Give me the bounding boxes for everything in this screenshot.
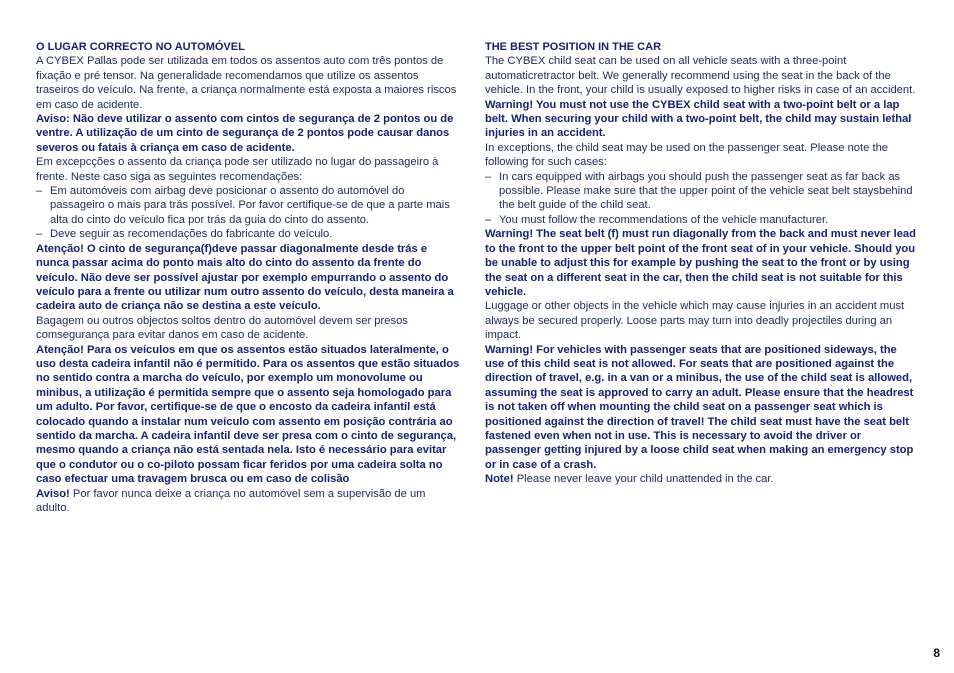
section-heading: THE BEST POSITION IN THE CAR — [485, 41, 662, 53]
list-item — [485, 170, 919, 213]
section-heading: O LUGAR CORRECTO NO AUTOMÓVEL — [36, 41, 245, 53]
intro-paragraph: A CYBEX Pallas pode ser utilizada em todos os assentos auto com três pontos de fixação e pré tensor. Na generalidade recomendamos que utilize os assentos traseiros do veículo. Na frente, a criança normalmente está exposta a maiores riscos em caso de acidente. — [36, 55, 457, 111]
list-item — [485, 213, 919, 227]
list-marker: – — [485, 213, 492, 226]
warning-sideways-seats: Atenção! Para os veículos em que os assentos estão situados lateralmente, o uso desta cadeira infantil não é permitido. Para os assentos que estão situados no sentido contra a marcha do veículo, por exemplo um monovolume ou minibus, a utilização é permitida sempre que o assento seja homologado para um adulto. Por favor, certifique-se de que o encosto da cadeira infantil está colocado quando a instalar num veículo com assento em posição contrária ao sentido da marcha. A cadeira infantil deve ser presa com o cinto de segurança, mesmo quando a criança não está sentada nela. Isto é necessário para evitar que o condutor ou o co-piloto possam ficar feridos por uma cadeira solta no caso efectuar uma travagem brusca ou em caso de colisão — [36, 343, 460, 486]
english-column — [485, 40, 919, 487]
note-label: Note! — [485, 473, 514, 486]
unattended-note — [485, 472, 919, 486]
luggage-paragraph: Luggage or other objects in the vehicle which may cause injuries in an accident must always be secured properly. Loose parts may turn into deadly projectiles during an impact. — [485, 300, 905, 342]
luggage-paragraph: Bagagem ou outros objectos soltos dentro do automóvel devem ser presos comsegurança para evitar danos em caso de acidente. — [36, 314, 408, 342]
exceptions-paragraph: In exceptions, the child seat may be used on the passenger seat. Please note the following for such cases: — [485, 141, 889, 169]
list-item — [36, 184, 462, 227]
warning-two-point-belt: Aviso: Não deve utilizar o assento com cintos de segurança de 2 pontos ou de ventre. A utilização de um cinto de segurança de 2 pontos pode causar danos severos ou fatais à criança em caso de acidente. — [36, 113, 454, 154]
note-text: Por favor nunca deixe a criança no automóvel sem a supervisão de um adulto. — [36, 487, 426, 514]
note-label: Aviso! — [36, 487, 70, 500]
list-marker: – — [36, 185, 43, 198]
list-item — [36, 227, 462, 241]
unattended-note — [36, 487, 462, 516]
recommendations-list — [36, 184, 462, 242]
recommendations-list — [485, 170, 919, 228]
list-item-text: In cars equipped with airbags you should push the passenger seat as far back as possible. Please make sure that the upper point of the vehicle seat belt staysbehind the belt guide of the child seat. — [499, 170, 913, 212]
warning-two-point-belt: Warning! You must not use the CYBEX child seat with a two-point belt or a lap belt. When securing your child with a two-point belt, the child may sustain lethal injuries in an accident. — [485, 98, 912, 140]
portuguese-column — [36, 40, 462, 515]
list-item-text: Em automóveis com airbag deve posicionar o assento do automóvel do passageiro o mais para trás possível. Por favor certifique-se de que a parte mais alta do cinto do veículo fica por trás da guia do cinto do assento. — [50, 185, 450, 226]
page-number: 8 — [933, 646, 940, 660]
exceptions-paragraph: Em excepcções o assento da criança pode ser utilizado no lugar do passageiro à frente. Neste caso siga as seguintes recomendações: — [36, 156, 439, 183]
list-item-text: Deve seguir as recomendações do fabricante do veículo. — [50, 228, 333, 241]
list-item-text: You must follow the recommendations of the vehicle manufacturer. — [499, 213, 829, 226]
note-text: Please never leave your child unattended in the car. — [513, 473, 774, 486]
warning-belt-routing: Atenção! O cinto de segurança(f)deve passar diagonalmente desde trás e nunca passar acima do ponto mais alto do cinto do assento da frente do veículo. Não deve ser possível ajustar por exemplo empurrando o assento do veículo para a frente ou utilizar num outro assento do veículo, desta maneira a cadeira auto de criança não se destina a este veículo. — [36, 242, 454, 313]
list-marker: – — [36, 228, 43, 241]
intro-paragraph: The CYBEX child seat can be used on all vehicle seats with a three-point automaticretractor belt. We generally recommend using the seat in the back of the vehicle. In the front, your child is usually exposed to higher risks in case of an accident. — [485, 55, 916, 97]
warning-belt-routing: Warning! The seat belt (f) must run diagonally from the back and must never lead to the front to the upper belt point of the front seat of in your vehicle. Should you be unable to adjust this for example by pushing the seat to the front or by using the seat on a different seat in the car, then the child seat is not suitable for this vehicle. — [485, 228, 916, 298]
warning-sideways-seats: Warning! For vehicles with passenger seats that are positioned sideways, the use of this child seat is not allowed. For seats that are positioned against the direction of travel, e.g. in a van or a minibus, the use of the child seat is allowed, assuming the seat is approved to carry an adult. Please ensure that the headrest is not taken off when mounting the child seat on a passenger seat which is positioned against the direction of travel! The child seat must have the seat belt fastened even when not in use. This is necessary to avoid the driver or passenger getting injured by a loose child seat when making an emergency stop or in case of a crash. — [485, 343, 914, 471]
list-marker: – — [485, 170, 492, 183]
